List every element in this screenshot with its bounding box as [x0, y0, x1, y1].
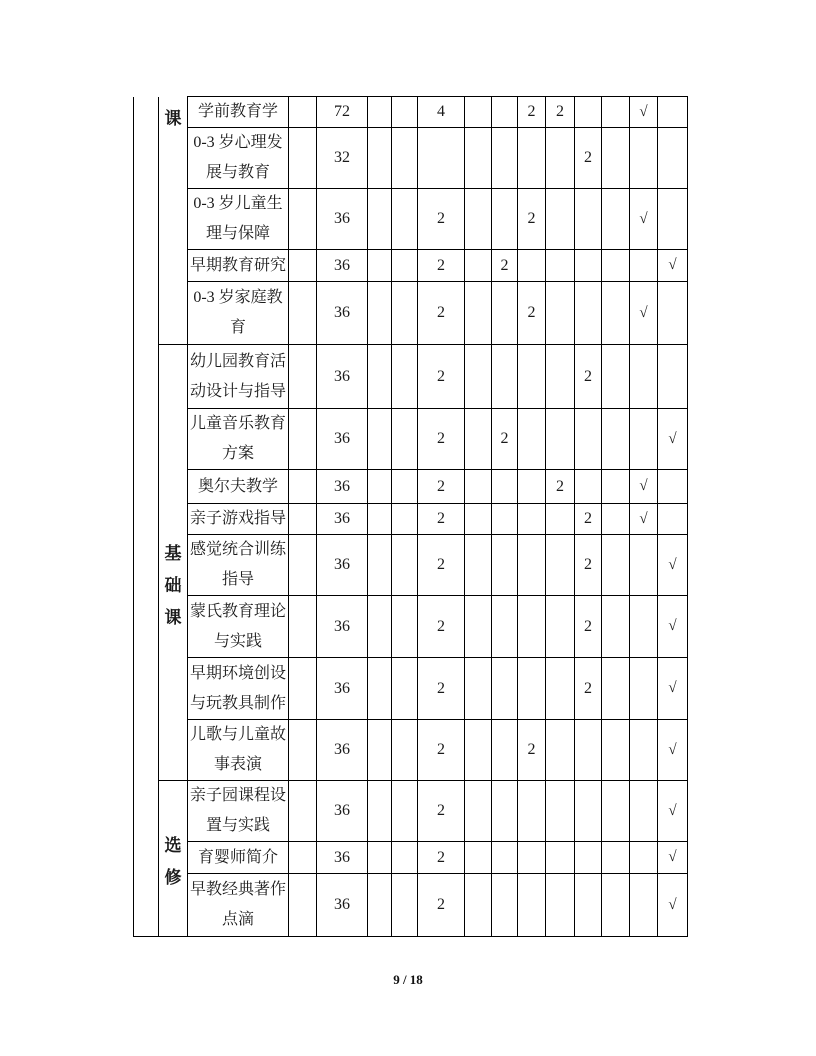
blank-cell [289, 282, 317, 345]
assessment-check-cell: √ [658, 409, 688, 470]
semester-hours-cell [465, 781, 492, 842]
blank-cell [368, 189, 392, 250]
semester-hours-cell [546, 282, 575, 345]
semester-hours-cell [602, 128, 630, 189]
semester-hours-cell [465, 535, 492, 596]
assessment-check-cell: √ [658, 874, 688, 937]
table-row [134, 720, 688, 781]
semester-hours-cell [546, 781, 575, 842]
exam-check-cell [630, 781, 658, 842]
assessment-check-cell: √ [658, 781, 688, 842]
semester-hours-cell [492, 874, 518, 937]
blank-cell [392, 658, 418, 720]
credits-cell: 2 [418, 250, 465, 282]
assessment-check-cell [658, 128, 688, 189]
blank-cell [289, 842, 317, 874]
table-row [134, 842, 688, 874]
hours-cell: 36 [317, 781, 368, 842]
semester-hours-cell: 2 [518, 720, 546, 781]
semester-hours-cell: 2 [518, 97, 546, 128]
blank-cell [368, 470, 392, 504]
exam-check-cell [630, 409, 658, 470]
credits-cell: 2 [418, 470, 465, 504]
assessment-check-cell: √ [658, 658, 688, 720]
course-name-cell: 育婴师简介 [188, 842, 289, 874]
hours-cell: 32 [317, 128, 368, 189]
semester-hours-cell [465, 504, 492, 535]
table-row [134, 596, 688, 658]
semester-hours-cell [602, 842, 630, 874]
assessment-check-cell: √ [658, 596, 688, 658]
left-gutter-cell [134, 97, 159, 937]
semester-hours-cell [492, 842, 518, 874]
course-name-cell: 幼儿园教育活动设计与指导 [188, 345, 289, 409]
hours-cell: 36 [317, 409, 368, 470]
exam-check-cell [630, 874, 658, 937]
semester-hours-cell [492, 97, 518, 128]
exam-check-cell [630, 535, 658, 596]
semester-hours-cell [465, 345, 492, 409]
credits-cell: 2 [418, 345, 465, 409]
semester-hours-cell [602, 504, 630, 535]
blank-cell [392, 189, 418, 250]
semester-hours-cell [465, 874, 492, 937]
table-row [134, 282, 688, 345]
blank-cell [392, 842, 418, 874]
semester-hours-cell [518, 596, 546, 658]
semester-hours-cell [518, 250, 546, 282]
semester-hours-cell [602, 781, 630, 842]
blank-cell [368, 282, 392, 345]
semester-hours-cell [602, 596, 630, 658]
semester-hours-cell [518, 842, 546, 874]
blank-cell [289, 504, 317, 535]
course-name-cell: 儿歌与儿童故事表演 [188, 720, 289, 781]
semester-hours-cell [492, 345, 518, 409]
blank-cell [368, 504, 392, 535]
semester-hours-cell: 2 [575, 128, 602, 189]
curriculum-table [133, 96, 688, 937]
semester-hours-cell [465, 189, 492, 250]
semester-hours-cell: 2 [575, 658, 602, 720]
semester-hours-cell [546, 504, 575, 535]
semester-hours-cell [602, 282, 630, 345]
semester-hours-cell [546, 345, 575, 409]
hours-cell: 36 [317, 250, 368, 282]
semester-hours-cell [518, 409, 546, 470]
blank-cell [289, 409, 317, 470]
course-name-cell: 奥尔夫教学 [188, 470, 289, 504]
blank-cell [368, 250, 392, 282]
course-name-cell: 早期环境创设与玩教具制作 [188, 658, 289, 720]
blank-cell [289, 720, 317, 781]
credits-cell: 2 [418, 781, 465, 842]
blank-cell [368, 97, 392, 128]
credits-cell: 2 [418, 535, 465, 596]
semester-hours-cell [602, 874, 630, 937]
blank-cell [368, 345, 392, 409]
credits-cell: 4 [418, 97, 465, 128]
hours-cell: 36 [317, 470, 368, 504]
table-row [134, 250, 688, 282]
credits-cell: 2 [418, 874, 465, 937]
assessment-check-cell: √ [658, 250, 688, 282]
blank-cell [392, 97, 418, 128]
blank-cell [289, 470, 317, 504]
blank-cell [368, 658, 392, 720]
blank-cell [392, 535, 418, 596]
blank-cell [289, 128, 317, 189]
semester-hours-cell [465, 97, 492, 128]
semester-hours-cell [575, 189, 602, 250]
semester-hours-cell [546, 189, 575, 250]
semester-hours-cell [546, 720, 575, 781]
semester-hours-cell: 2 [492, 250, 518, 282]
semester-hours-cell [492, 535, 518, 596]
semester-hours-cell [465, 720, 492, 781]
assessment-check-cell [658, 189, 688, 250]
course-name-cell: 早教经典著作点滴 [188, 874, 289, 937]
semester-hours-cell [546, 535, 575, 596]
exam-check-cell: √ [630, 470, 658, 504]
exam-check-cell [630, 596, 658, 658]
table-row [134, 781, 688, 842]
semester-hours-cell: 2 [575, 345, 602, 409]
semester-hours-cell [518, 874, 546, 937]
section-label-jichuke: 基础课 [159, 345, 188, 781]
hours-cell: 36 [317, 596, 368, 658]
credits-cell: 2 [418, 596, 465, 658]
course-name-cell: 亲子游戏指导 [188, 504, 289, 535]
course-name-cell: 感觉统合训练指导 [188, 535, 289, 596]
hours-cell: 36 [317, 189, 368, 250]
semester-hours-cell [602, 720, 630, 781]
credits-cell: 2 [418, 720, 465, 781]
hours-cell: 36 [317, 535, 368, 596]
semester-hours-cell [602, 345, 630, 409]
blank-cell [368, 781, 392, 842]
blank-cell [289, 345, 317, 409]
credits-cell: 2 [418, 504, 465, 535]
semester-hours-cell [492, 781, 518, 842]
semester-hours-cell [602, 250, 630, 282]
credits-cell [418, 128, 465, 189]
table-row [134, 97, 688, 128]
semester-hours-cell [492, 470, 518, 504]
semester-hours-cell [518, 535, 546, 596]
semester-hours-cell [575, 282, 602, 345]
assessment-check-cell [658, 470, 688, 504]
blank-cell [392, 470, 418, 504]
semester-hours-cell [465, 250, 492, 282]
blank-cell [368, 409, 392, 470]
course-name-cell: 儿童音乐教育方案 [188, 409, 289, 470]
blank-cell [289, 658, 317, 720]
course-name-cell: 0-3 岁家庭教育 [188, 282, 289, 345]
semester-hours-cell [575, 97, 602, 128]
course-name-cell: 早期教育研究 [188, 250, 289, 282]
semester-hours-cell [465, 282, 492, 345]
semester-hours-cell [492, 189, 518, 250]
blank-cell [368, 720, 392, 781]
semester-hours-cell [465, 409, 492, 470]
credits-cell: 2 [418, 189, 465, 250]
semester-hours-cell [518, 504, 546, 535]
blank-cell [368, 535, 392, 596]
semester-hours-cell [575, 781, 602, 842]
semester-hours-cell [575, 250, 602, 282]
semester-hours-cell: 2 [575, 535, 602, 596]
section-label-xuanxiu: 选修 [159, 781, 188, 937]
credits-cell: 2 [418, 658, 465, 720]
blank-cell [392, 128, 418, 189]
blank-cell [392, 282, 418, 345]
blank-cell [392, 781, 418, 842]
semester-hours-cell [518, 470, 546, 504]
semester-hours-cell: 2 [518, 282, 546, 345]
table-row [134, 409, 688, 470]
table-row [134, 658, 688, 720]
course-name-cell: 0-3 岁心理发展与教育 [188, 128, 289, 189]
course-name-cell: 蒙氏教育理论与实践 [188, 596, 289, 658]
blank-cell [289, 781, 317, 842]
hours-cell: 36 [317, 720, 368, 781]
blank-cell [289, 596, 317, 658]
blank-cell [392, 409, 418, 470]
blank-cell [368, 842, 392, 874]
exam-check-cell: √ [630, 504, 658, 535]
assessment-check-cell [658, 345, 688, 409]
exam-check-cell [630, 658, 658, 720]
hours-cell: 72 [317, 97, 368, 128]
blank-cell [289, 535, 317, 596]
blank-cell [392, 250, 418, 282]
blank-cell [289, 97, 317, 128]
semester-hours-cell [575, 409, 602, 470]
semester-hours-cell [492, 504, 518, 535]
blank-cell [368, 596, 392, 658]
exam-check-cell [630, 720, 658, 781]
hours-cell: 36 [317, 345, 368, 409]
credits-cell: 2 [418, 842, 465, 874]
table-row [134, 345, 688, 409]
semester-hours-cell [518, 128, 546, 189]
blank-cell [289, 189, 317, 250]
semester-hours-cell [546, 250, 575, 282]
semester-hours-cell [575, 470, 602, 504]
semester-hours-cell [465, 470, 492, 504]
semester-hours-cell [575, 842, 602, 874]
semester-hours-cell [492, 596, 518, 658]
semester-hours-cell: 2 [575, 504, 602, 535]
exam-check-cell [630, 250, 658, 282]
blank-cell [368, 874, 392, 937]
semester-hours-cell [465, 128, 492, 189]
blank-cell [392, 874, 418, 937]
semester-hours-cell: 2 [546, 97, 575, 128]
semester-hours-cell [602, 409, 630, 470]
exam-check-cell: √ [630, 189, 658, 250]
semester-hours-cell [465, 842, 492, 874]
semester-hours-cell [602, 470, 630, 504]
blank-cell [289, 250, 317, 282]
semester-hours-cell: 2 [492, 409, 518, 470]
credits-cell: 2 [418, 409, 465, 470]
assessment-check-cell: √ [658, 720, 688, 781]
hours-cell: 36 [317, 504, 368, 535]
page-number: 9 / 18 [393, 972, 423, 987]
credits-cell: 2 [418, 282, 465, 345]
course-name-cell: 0-3 岁儿童生理与保障 [188, 189, 289, 250]
semester-hours-cell [602, 97, 630, 128]
exam-check-cell [630, 345, 658, 409]
exam-check-cell [630, 842, 658, 874]
blank-cell [392, 720, 418, 781]
semester-hours-cell [492, 282, 518, 345]
assessment-check-cell [658, 282, 688, 345]
semester-hours-cell [492, 128, 518, 189]
semester-hours-cell [546, 596, 575, 658]
table-row [134, 189, 688, 250]
exam-check-cell [630, 128, 658, 189]
semester-hours-cell [602, 658, 630, 720]
blank-cell [392, 504, 418, 535]
blank-cell [392, 596, 418, 658]
assessment-check-cell: √ [658, 842, 688, 874]
hours-cell: 36 [317, 658, 368, 720]
assessment-check-cell: √ [658, 535, 688, 596]
semester-hours-cell [546, 842, 575, 874]
semester-hours-cell [492, 720, 518, 781]
assessment-check-cell [658, 97, 688, 128]
semester-hours-cell [518, 781, 546, 842]
table-row [134, 535, 688, 596]
semester-hours-cell [518, 345, 546, 409]
semester-hours-cell [546, 128, 575, 189]
blank-cell [392, 345, 418, 409]
semester-hours-cell [546, 409, 575, 470]
section-label-ke: 课 [159, 97, 188, 345]
semester-hours-cell [492, 658, 518, 720]
semester-hours-cell [575, 720, 602, 781]
semester-hours-cell: 2 [546, 470, 575, 504]
semester-hours-cell [465, 596, 492, 658]
table-row [134, 874, 688, 937]
semester-hours-cell [602, 189, 630, 250]
table-row [134, 504, 688, 535]
table-row [134, 470, 688, 504]
blank-cell [368, 128, 392, 189]
exam-check-cell: √ [630, 97, 658, 128]
table-row [134, 128, 688, 189]
semester-hours-cell [546, 658, 575, 720]
semester-hours-cell [546, 874, 575, 937]
course-name-cell: 亲子园课程设置与实践 [188, 781, 289, 842]
course-name-cell: 学前教育学 [188, 97, 289, 128]
semester-hours-cell [602, 535, 630, 596]
semester-hours-cell [518, 658, 546, 720]
hours-cell: 36 [317, 874, 368, 937]
exam-check-cell: √ [630, 282, 658, 345]
semester-hours-cell [465, 658, 492, 720]
semester-hours-cell: 2 [518, 189, 546, 250]
semester-hours-cell: 2 [575, 596, 602, 658]
hours-cell: 36 [317, 282, 368, 345]
semester-hours-cell [575, 874, 602, 937]
blank-cell [289, 874, 317, 937]
hours-cell: 36 [317, 842, 368, 874]
assessment-check-cell [658, 504, 688, 535]
